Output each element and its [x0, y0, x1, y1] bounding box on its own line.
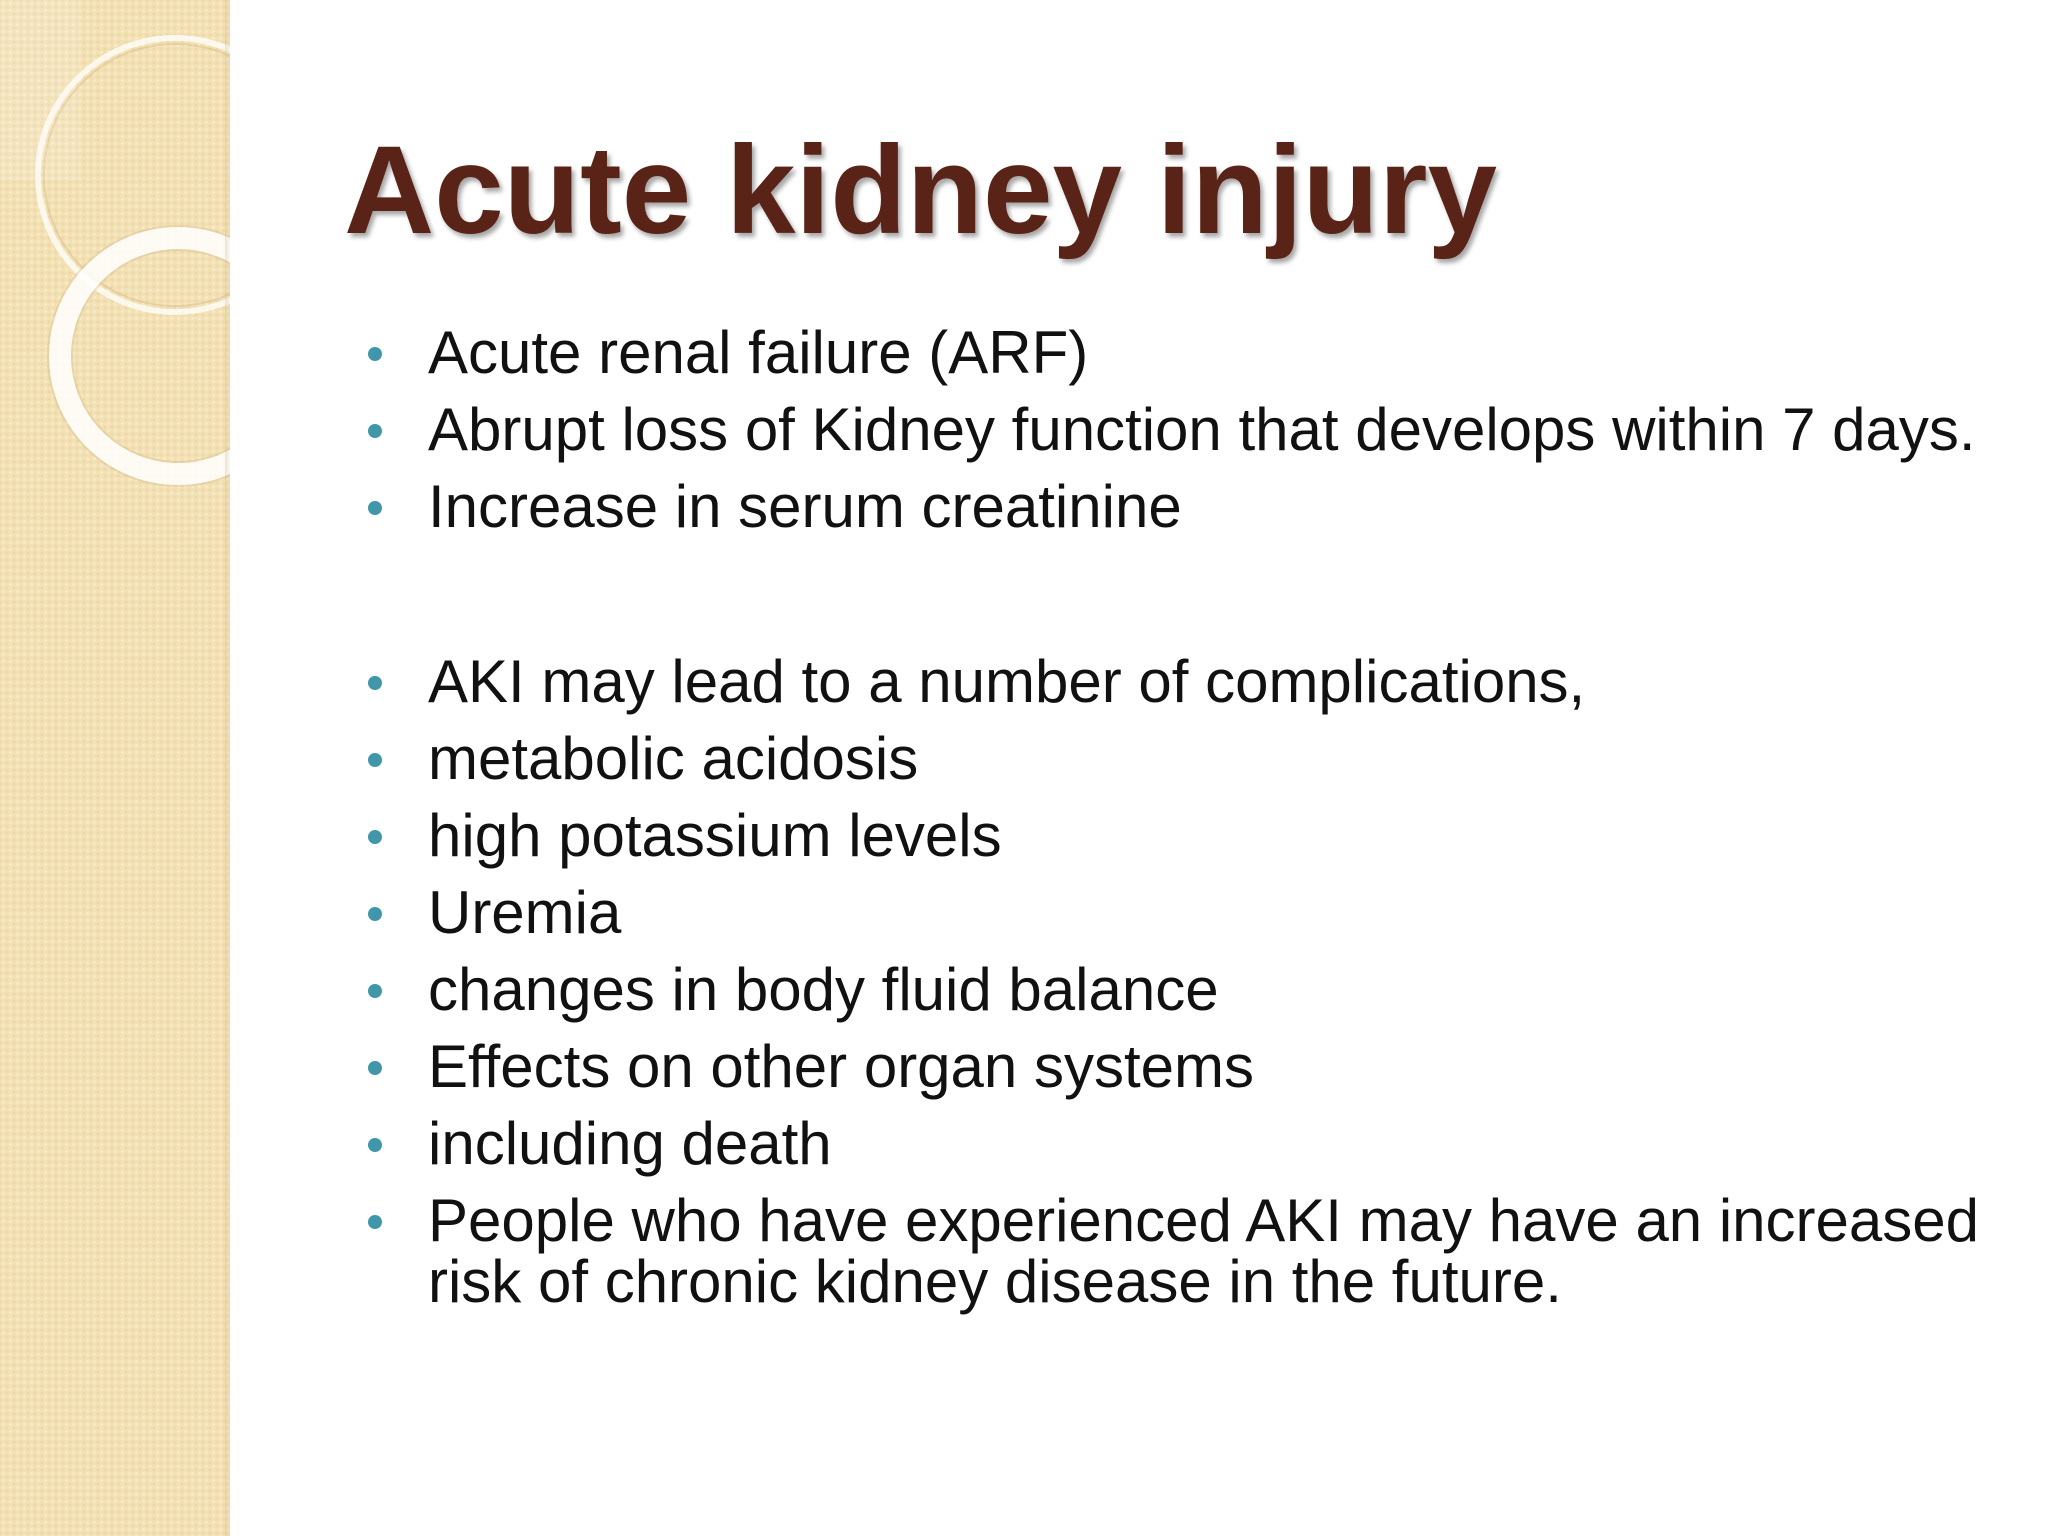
bullet-text: AKI may lead to a number of complications, — [428, 648, 1586, 715]
bullet-dot-icon — [368, 501, 382, 515]
bullet-text: Effects on other organ systems — [428, 1033, 1254, 1100]
bullet-item — [360, 319, 1980, 386]
bullet-text: Increase in serum creatinine — [428, 473, 1182, 540]
bullet-dot-icon — [368, 1061, 382, 1075]
bullet-dot-icon — [368, 753, 382, 767]
bullet-text: including death — [428, 1110, 832, 1177]
bullet-list — [360, 319, 1980, 1328]
bullet-text: changes in body fluid balance — [428, 956, 1219, 1023]
bullet-item — [360, 1187, 1980, 1315]
sidebar-edge-shadow — [225, 0, 230, 1536]
bullet-dot-icon — [368, 676, 382, 690]
bullet-dot-icon — [368, 1138, 382, 1152]
bullet-item — [360, 879, 1980, 946]
bullet-item — [360, 1033, 1980, 1100]
bullet-text: high potassium levels — [428, 802, 1002, 869]
bullet-text: metabolic acidosis — [428, 725, 919, 792]
bullet-item — [360, 956, 1980, 1023]
bullet-text: Abrupt loss of Kidney function that develops within 7 days. — [428, 396, 1976, 463]
decorative-sidebar — [0, 0, 230, 1536]
bullet-item — [360, 1110, 1980, 1177]
bullet-text: Acute renal failure (ARF) — [428, 319, 1089, 386]
bullet-item — [360, 725, 1980, 792]
bullet-dot-icon — [368, 347, 382, 361]
bullet-text: Uremia — [428, 879, 622, 946]
bullet-item — [360, 396, 1980, 463]
decorative-rings-icon — [0, 0, 230, 1536]
bullet-dot-icon — [368, 830, 382, 844]
bullet-item — [360, 648, 1980, 715]
slide-title: Acute kidney injury — [344, 121, 1498, 260]
bullet-dot-icon — [368, 907, 382, 921]
bullet-dot-icon — [368, 424, 382, 438]
bullet-text: People who have experienced AKI may have an increased risk of chronic kidney disease in the future. — [428, 1187, 1980, 1315]
bullet-item — [360, 473, 1980, 540]
bullet-dot-icon — [368, 984, 382, 998]
bullet-item — [360, 802, 1980, 869]
bullet-dot-icon — [368, 1215, 382, 1229]
